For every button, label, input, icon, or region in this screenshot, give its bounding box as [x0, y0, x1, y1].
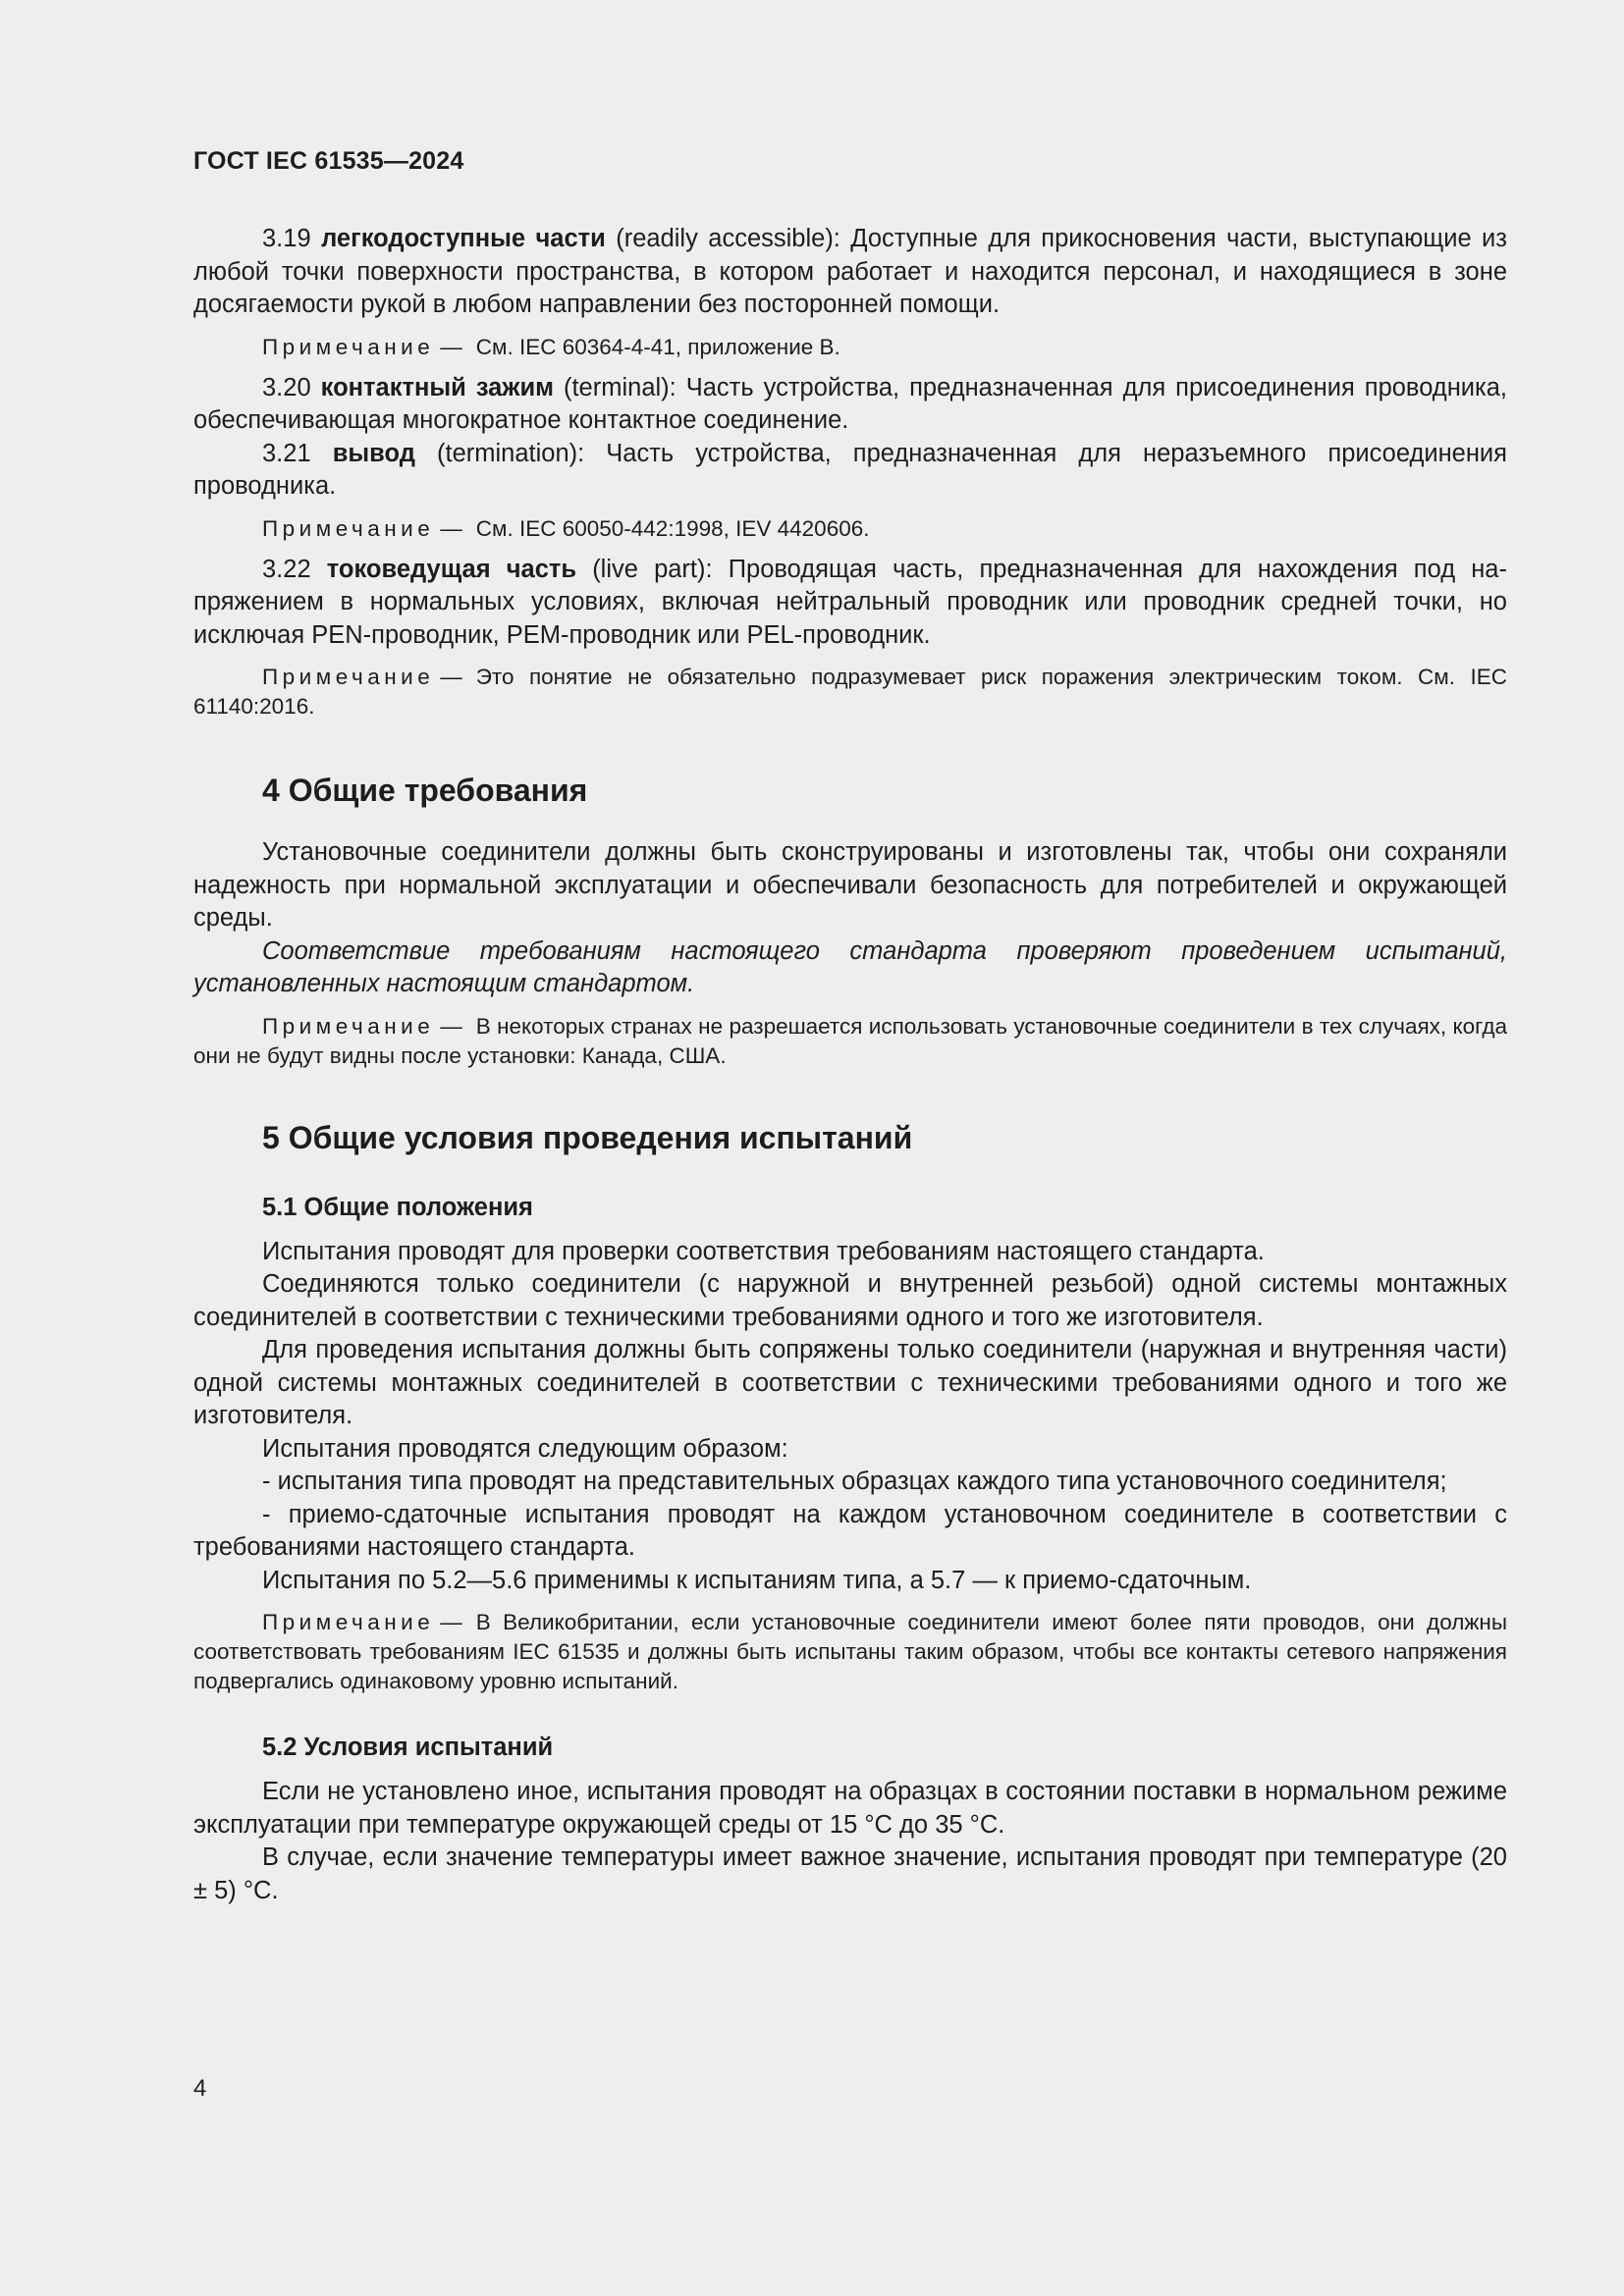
document-body — [193, 223, 1507, 1907]
note-text: В некоторых странах не разрешается использовать установочные соединители в тех случаях, когда они не будут видны после установки: Канада, США. — [193, 1013, 1507, 1068]
section-4-paragraph: Установочные соединители должны быть сконструированы и изготовлены так, чтобы они сохраняли надежность при нормальной эксплуатации и обеспечивали безопасность для потребителей и окружающей среды. — [193, 838, 1507, 932]
note-label: Примечание — [262, 665, 435, 689]
definition-3-21 — [193, 438, 1507, 504]
term: контактный зажим — [320, 373, 554, 401]
note-dash: — — [440, 334, 462, 359]
subsection-5-1-paragraph: Соединяются только соединители (с наружной и внутренней резьбой) одной системы монтажных соединителей в соответствии с техническими требованиями одного и того же изготовителя. — [193, 1270, 1507, 1331]
note-subsection-5-1 — [193, 1608, 1507, 1696]
note-dash: — — [440, 1610, 462, 1634]
subsection-5-2-paragraph: В случае, если значение температуры имеет важное значение, испытания проводят при температуре (20 ± 5) °С. — [193, 1843, 1507, 1904]
subsection-5-2-paragraph: Если не установлено иное, испытания проводят на образцах в состоянии поставки в нормальном режиме эксплуатации при температуре окружающей среды от 15 °С до 35 °С. — [193, 1778, 1507, 1839]
note-dash: — — [440, 1013, 462, 1039]
term: легкодоступные части — [321, 225, 606, 252]
definition-text: (termination): Часть устройства, предназначенная для неразъемного присоединения проводника. — [193, 439, 1507, 500]
subsection-5-1-paragraph: Испытания проводятся следующим образом: — [262, 1434, 788, 1463]
note-label: Примечание — [262, 515, 435, 541]
subsection-5-1-paragraph: Для проведения испытания должны быть сопряжены только соединители (наружная и внутренняя части) одной системы монтажных соединителей в соответствии с техническими требованиями одного и того же изготовителя. — [193, 1336, 1507, 1429]
note-text: Это понятие не обязательно подразумевает риск поражения электрическим током. См. IEC 61140:2016. — [193, 665, 1507, 719]
term: вывод — [332, 439, 415, 467]
term: токоведущая часть — [326, 555, 577, 583]
section-4-heading: 4 Общие требования — [262, 773, 588, 808]
note-label: Примечание — [262, 1610, 435, 1634]
note-label: Примечание — [262, 334, 435, 359]
subsection-5-2-heading: 5.2 Условия испытаний — [262, 1734, 554, 1761]
list-item: - приемо-сдаточные испытания проводят на каждом установочном соединителе в соответствии с требованиями настоящего стандарта. — [193, 1500, 1507, 1561]
definition-text: (terminal): Часть устройства, предназначенная для присоединения проводника, обеспечивающая многократное контактное соединение. — [193, 373, 1507, 434]
clause-number: 3.20 — [262, 373, 311, 401]
note-3-19 — [193, 333, 1507, 362]
clause-number: 3.22 — [262, 555, 311, 583]
document-header: ГОСТ IEC 61535—2024 — [193, 147, 464, 175]
definition-text: (live part): Проводящая часть, предназначенная для нахождения под напряжением в нормальных условиях, включая нейтральный проводник или проводник средней точки, но исключая PEN-проводник, PEM-проводник или PEL-проводник. — [193, 555, 1507, 649]
note-dash: — — [440, 515, 462, 541]
definition-3-20 — [193, 372, 1507, 438]
note-section-4 — [193, 1012, 1507, 1071]
section-4-compliance-paragraph: Соответствие требованиям настоящего стандарта проверяют проведением испытаний, установленных настоящим стандартом. — [193, 936, 1507, 997]
definition-text: (readily accessible): Доступные для прикосновения части, выступающие из любой точки поверхности пространства, в котором работает и находится персонал, и находящиеся в зоне досягаемости рукой в любом направлении без посторонней помощи. — [193, 225, 1507, 318]
note-dash: — — [440, 665, 462, 689]
subsection-5-1-heading: 5.1 Общие положения — [262, 1193, 533, 1221]
note-label: Примечание — [262, 1013, 435, 1039]
note-text: См. IEC 60364-4-41, приложение В. — [475, 334, 840, 359]
subsection-5-1-paragraph: Испытания по 5.2—5.6 применимы к испытаниям типа, а 5.7 — к приемо-сдаточным. — [262, 1566, 1252, 1594]
subsection-5-1-paragraph: Испытания проводят для проверки соответствия требованиям настоящего стандарта. — [262, 1237, 1265, 1265]
section-5-heading: 5 Общие условия проведения испытаний — [262, 1119, 913, 1155]
note-text: См. IEC 60050-442:1998, IEV 4420606. — [475, 515, 870, 541]
clause-number: 3.21 — [262, 439, 311, 467]
note-3-21 — [193, 514, 1507, 544]
definition-3-19 — [193, 223, 1507, 322]
note-text: В Великобритании, если установочные соединители имеют более пяти проводов, они должны соответствовать требованиям IEC 61535 и должны быть испытаны таким образом, чтобы все контакты сетевого напряжения подвергались одинаковому уровню испытаний. — [193, 1610, 1507, 1693]
clause-number: 3.19 — [262, 225, 311, 252]
note-3-22 — [193, 663, 1507, 721]
definition-3-22 — [193, 554, 1507, 653]
list-item: - испытания типа проводят на представительных образцах каждого типа установочного соединителя; — [262, 1468, 1447, 1495]
page-number: 4 — [193, 2075, 207, 2102]
